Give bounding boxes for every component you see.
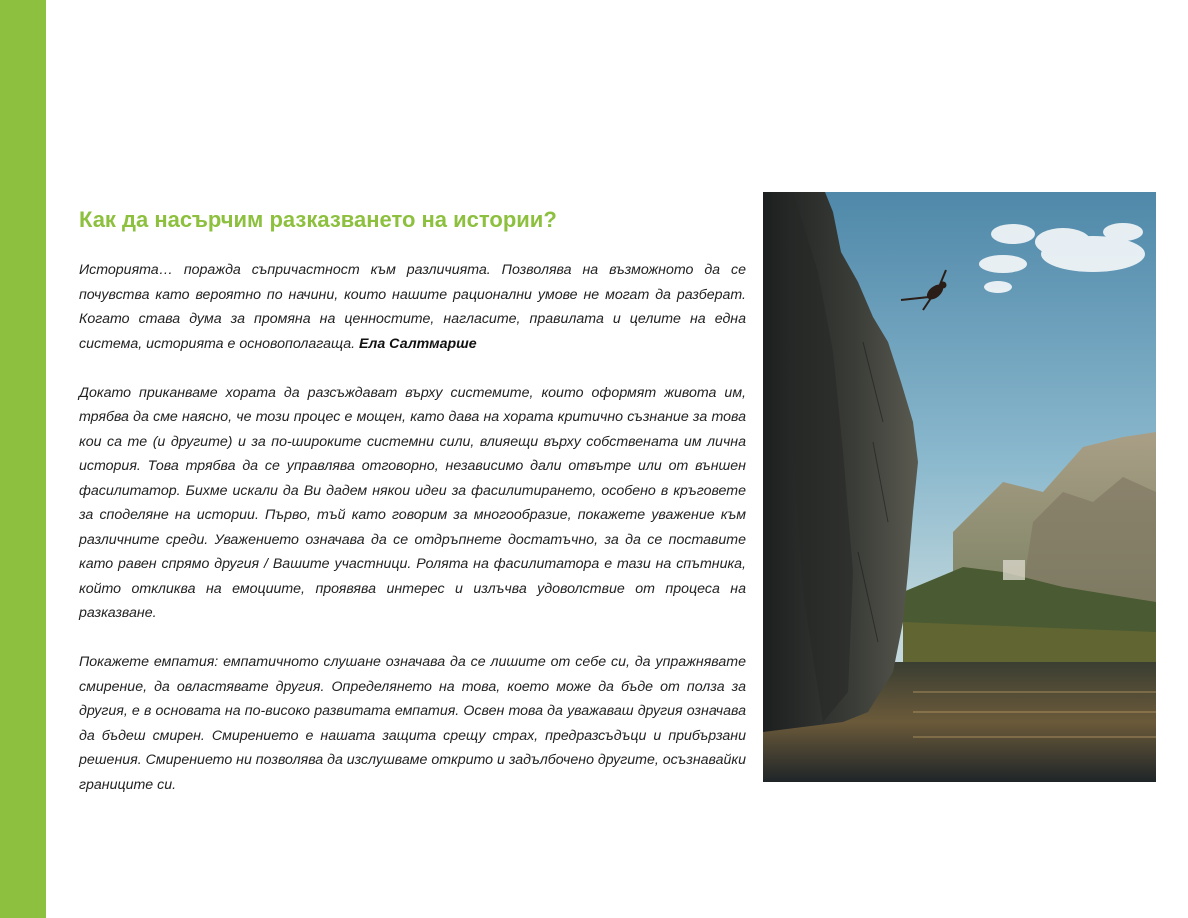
- paragraph-facilitation: Докато приканваме хората да разсъждават върху системите, които оформят живота им, трябва да сме наясно, че този процес е мощен, като дава на хората критично съзнание за това кои са те (и другите) и за по-широките системни сили, влияещи върху собствената им лична история. Това трябва да се управлява отговорно, независимо дали отвътре или от външен фасилитатор. Бихме искали да Ви дадем някои идеи за фасилитирането, особено в кръговете за споделяне на истории. Първо, тъй като говорим за многообразие, покажете уважение към различните среди. Уважението означава да се отдръпнете достатъчно, за да се поставите като равен спрямо другия / Вашите участници. Ролята на фасилитатора е тази на спътника, който откликва на емоциите, проявява интерес и излъчва удоволствие от процеса на разказване.: [79, 384, 746, 621]
- quote-author: Ела Салтмарше: [359, 335, 477, 352]
- quote-text: Историята… поражда съпричастност към различията. Позволява на възможното да се почувства като вероятно по начини, които нашите рационални умове не могат да разберат. Когато става дума за промяна на ценностите, нагласите, правилата и целите на една система, историята е основополагаща.: [79, 262, 746, 352]
- paragraph-empathy: Покажете емпатия: емпатичното слушане означава да се лишите от себе си, да упражнявате смирение, да овластявате другия. Определянето на това, което може да бъде от полза за другия, е в основата на по-високо развитата емпатия. Освен това да уважаваш другия означава да бъдеш смирен. Смирението е нашата защита срещу страх, предразсъдъци и прибързани решения. Смирението ни позволява да изслушваме открито и задълбочено другите, осъзнавайки границите си.: [79, 654, 746, 793]
- page-heading: Как да насърчим разказването на истории?: [79, 207, 557, 232]
- text-column: [79, 258, 746, 822]
- cliff-jump-photo: [763, 192, 1156, 782]
- green-side-bar: [0, 0, 46, 918]
- paragraph-quote: [79, 258, 746, 356]
